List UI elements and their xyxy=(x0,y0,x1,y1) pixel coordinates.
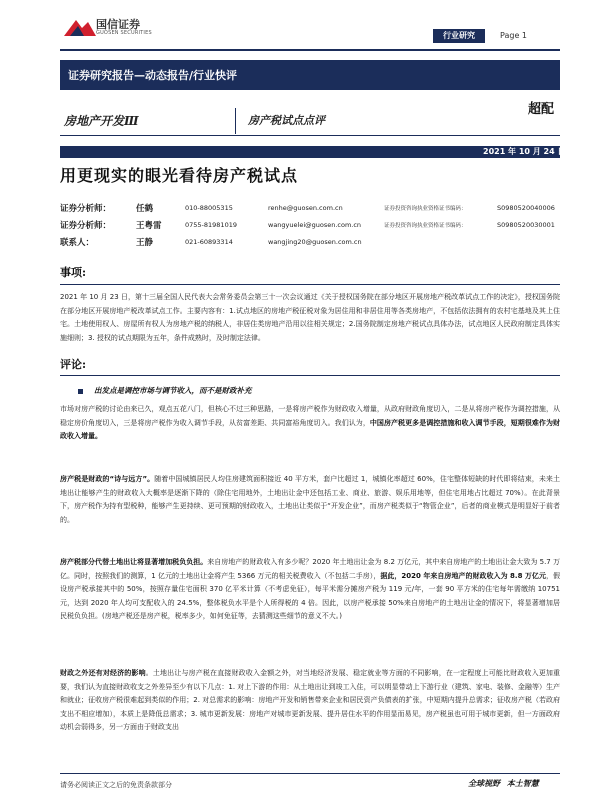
matter-heading: 事项: xyxy=(60,266,87,279)
analyst-role: 联系人： xyxy=(60,238,95,248)
comment-heading: 评论: xyxy=(60,358,87,371)
paragraph-emphasis: 中国房产税更多是调控措施和收入调节手段，短期很难作为财政收入增量。 xyxy=(60,418,561,441)
paragraph-emphasis: 房产税是财政的“诗与远方”。 xyxy=(60,475,155,483)
analyst-cert-label: 证券投资咨询执业资格证书编码： xyxy=(384,223,467,229)
paragraph-emphasis: 财政之外还有对经济的影响 xyxy=(60,669,146,677)
comment-paragraph-4 xyxy=(60,667,560,767)
paragraph-emphasis: 据此，2020 年来自房地产的财政收入为 8.8 万亿元 xyxy=(380,571,546,580)
company-name-en: GUOSEN SECURITIES xyxy=(96,30,152,36)
analyst-email[interactable]: wangjing20@guosen.com.cn xyxy=(268,238,362,246)
report-title: 用更现实的眼光看待房产税试点 xyxy=(60,166,299,185)
header-rule xyxy=(60,49,560,51)
analyst-cert-number: S0980520030001 xyxy=(497,221,555,229)
sector-name: 房地产开发Ⅲ xyxy=(64,114,139,128)
bullet-square-icon xyxy=(78,389,83,394)
paragraph-text: 来自房地产的财政收入有多少呢？2020 年土地出让金为 8.2 万亿元，其中来自房地产的土地出让金大致为 5.7 万亿。同时，按照我们的测算，1 亿元的土地出让金将产生 5366 万元的相关税费收入（不包括二手房）， xyxy=(60,558,560,580)
matter-section-rule xyxy=(60,262,560,285)
analyst-cert-label: 证券投资咨询执业资格证书编码： xyxy=(384,206,467,212)
analyst-row xyxy=(60,202,570,218)
analyst-row xyxy=(60,236,570,252)
comment-paragraph-2 xyxy=(60,473,560,527)
matter-paragraph: 2021 年 10 月 23 日，第十三届全国人民代表大会常务委员会第三十一次会议通过《关于授权国务院在部分地区开展房地产税改革试点工作的决定》，授权国务院在部分地区开展房地产税改革试点工作。主要内容有：1.试点地区的房地产税征税对象为居住用和非居住用等各类房地产，不包括依法拥有的农村宅基地及其上住宅。土地使用权人、房屋所有权人为房地产税的纳税人，非居住类房地产沿用以往相关规定；2.国务院制定房地产税试点具体办法，试点地区人民政府制定具体实施细则；3. 授权的试点期限为五年，条件成熟时，及时制定法律。 xyxy=(60,293,560,342)
analyst-name: 任鹤 xyxy=(136,204,154,214)
comment-bullet-heading: 出发点是调控市场与调节收入，而不是财政补充 xyxy=(94,386,252,395)
analyst-name: 王粤雷 xyxy=(136,221,162,231)
paragraph-emphasis: 房产税部分代替土地出让将显著增加税负负担。 xyxy=(60,558,208,566)
analyst-role: 证券分析师： xyxy=(60,204,112,214)
page-number: Page 1 xyxy=(500,31,527,40)
analyst-cert-number: S0980520040006 xyxy=(497,204,555,212)
paragraph-text: ，假设房产税承接其中的 50%，按照存量住宅面积 370 亿平米计算（不考虑免征），每平米需分摊房产税为 119 元/年，一套 90 平方米的住宅每年需缴纳 10751 元，达到 2020 年人均可支配收入的 24.5%，整体税负水平是个人所得税的 4 倍。因此，以房产税承接 50%来自房地产的土地出让金的情况下，将显著增加居民税负负担。(房地产税还是房产税，税率多少，如何免征等，去猜测这些细节的意义不大。) xyxy=(60,571,561,621)
comment-section-rule xyxy=(60,355,560,376)
company-name: 国信证券 xyxy=(96,18,140,31)
paragraph-text: 市场对房产税的讨论由来已久，观点五花八门，但核心不过三种思路，一是将房产税作为财政收入增量，从政府财政角度切入，二是从将房产税作为调控措施，从稳定房价角度切入，三是将房产税作为收入调节手段，从贫富差距、共同富裕角度切入。我们认为， xyxy=(60,405,560,427)
analyst-role: 证券分析师： xyxy=(60,221,112,231)
paragraph-text: 随着中国城镇居民人均住房建筑面积接近 40 平方米，套户比超过 1，城镇化率超过 60%，住宅整体短缺的时代即将结束，未来土地出让能够产生的财政收入大概率是逐渐下降的（除住宅用地外，土地出让金中还包括工业、商业、旅游、娱乐用地等，但住宅用地占比超过 70%）。在此背景下，房产税作为持有型税种，能够产生更持续、更可预期的财政收入，土地出让类似于“开发企业”，而房产税类似于“物管企业”，后者的商业模式是明显好于前者的。 xyxy=(60,475,560,524)
analyst-phone: 010-88005315 xyxy=(185,204,233,212)
analyst-email[interactable]: wangyuelei@guosen.com.cn xyxy=(268,221,362,229)
footer-rule xyxy=(60,773,560,774)
disclaimer-note: 请务必阅读正文之后的免责条款部分 xyxy=(60,781,172,789)
report-date: 2021 年 10 月 24 日 xyxy=(483,147,566,156)
analyst-email[interactable]: renhe@guosen.com.cn xyxy=(268,204,343,212)
analyst-name: 王静 xyxy=(136,238,154,248)
comment-paragraph-3 xyxy=(60,556,560,624)
analyst-phone: 0755-81981019 xyxy=(185,221,237,229)
guosen-logo-icon xyxy=(60,16,100,40)
report-type-badge: 行业研究 xyxy=(433,29,485,43)
paragraph-text: 。土地出让与房产税在直接财政收入金额之外，对当地经济发展、稳定就业等方面的不同影响，在一定程度上可能比财政收入更加重要，我们认为直接财政收支之外差异至少有以下几点：1. 对上下游的作用：从土地出让到竣工入住，可以明显带动上下游行业（建筑、家电、装修、金融等）生产和就业；征收房产税很难起到类似的作用；2. 对总需求的影响：房地产开发和销售带来企业和居民资产负债表的扩张，中短期内提升总需求；征收房产税（若政府支出不相应增加），本质上是降低总需求；3. 城市更新发展：房地产对城市更新发展、提升居住水平的作用显而易见，房产税虽也可用于城市更新，但一方面政府动机会弱得多，另一方面由于财政支出 xyxy=(60,669,560,732)
comment-paragraph-1 xyxy=(60,403,560,444)
analyst-phone: 021-60893314 xyxy=(185,238,233,246)
report-category-text: 证券研究报告—动态报告/行业快评 xyxy=(68,69,238,82)
investment-rating: 超配 xyxy=(528,102,555,117)
analyst-row xyxy=(60,219,570,235)
footer-slogan: 全球视野 本土智慧 xyxy=(468,778,539,788)
sector-divider xyxy=(235,108,236,134)
topic-name: 房产税试点点评 xyxy=(248,114,325,127)
